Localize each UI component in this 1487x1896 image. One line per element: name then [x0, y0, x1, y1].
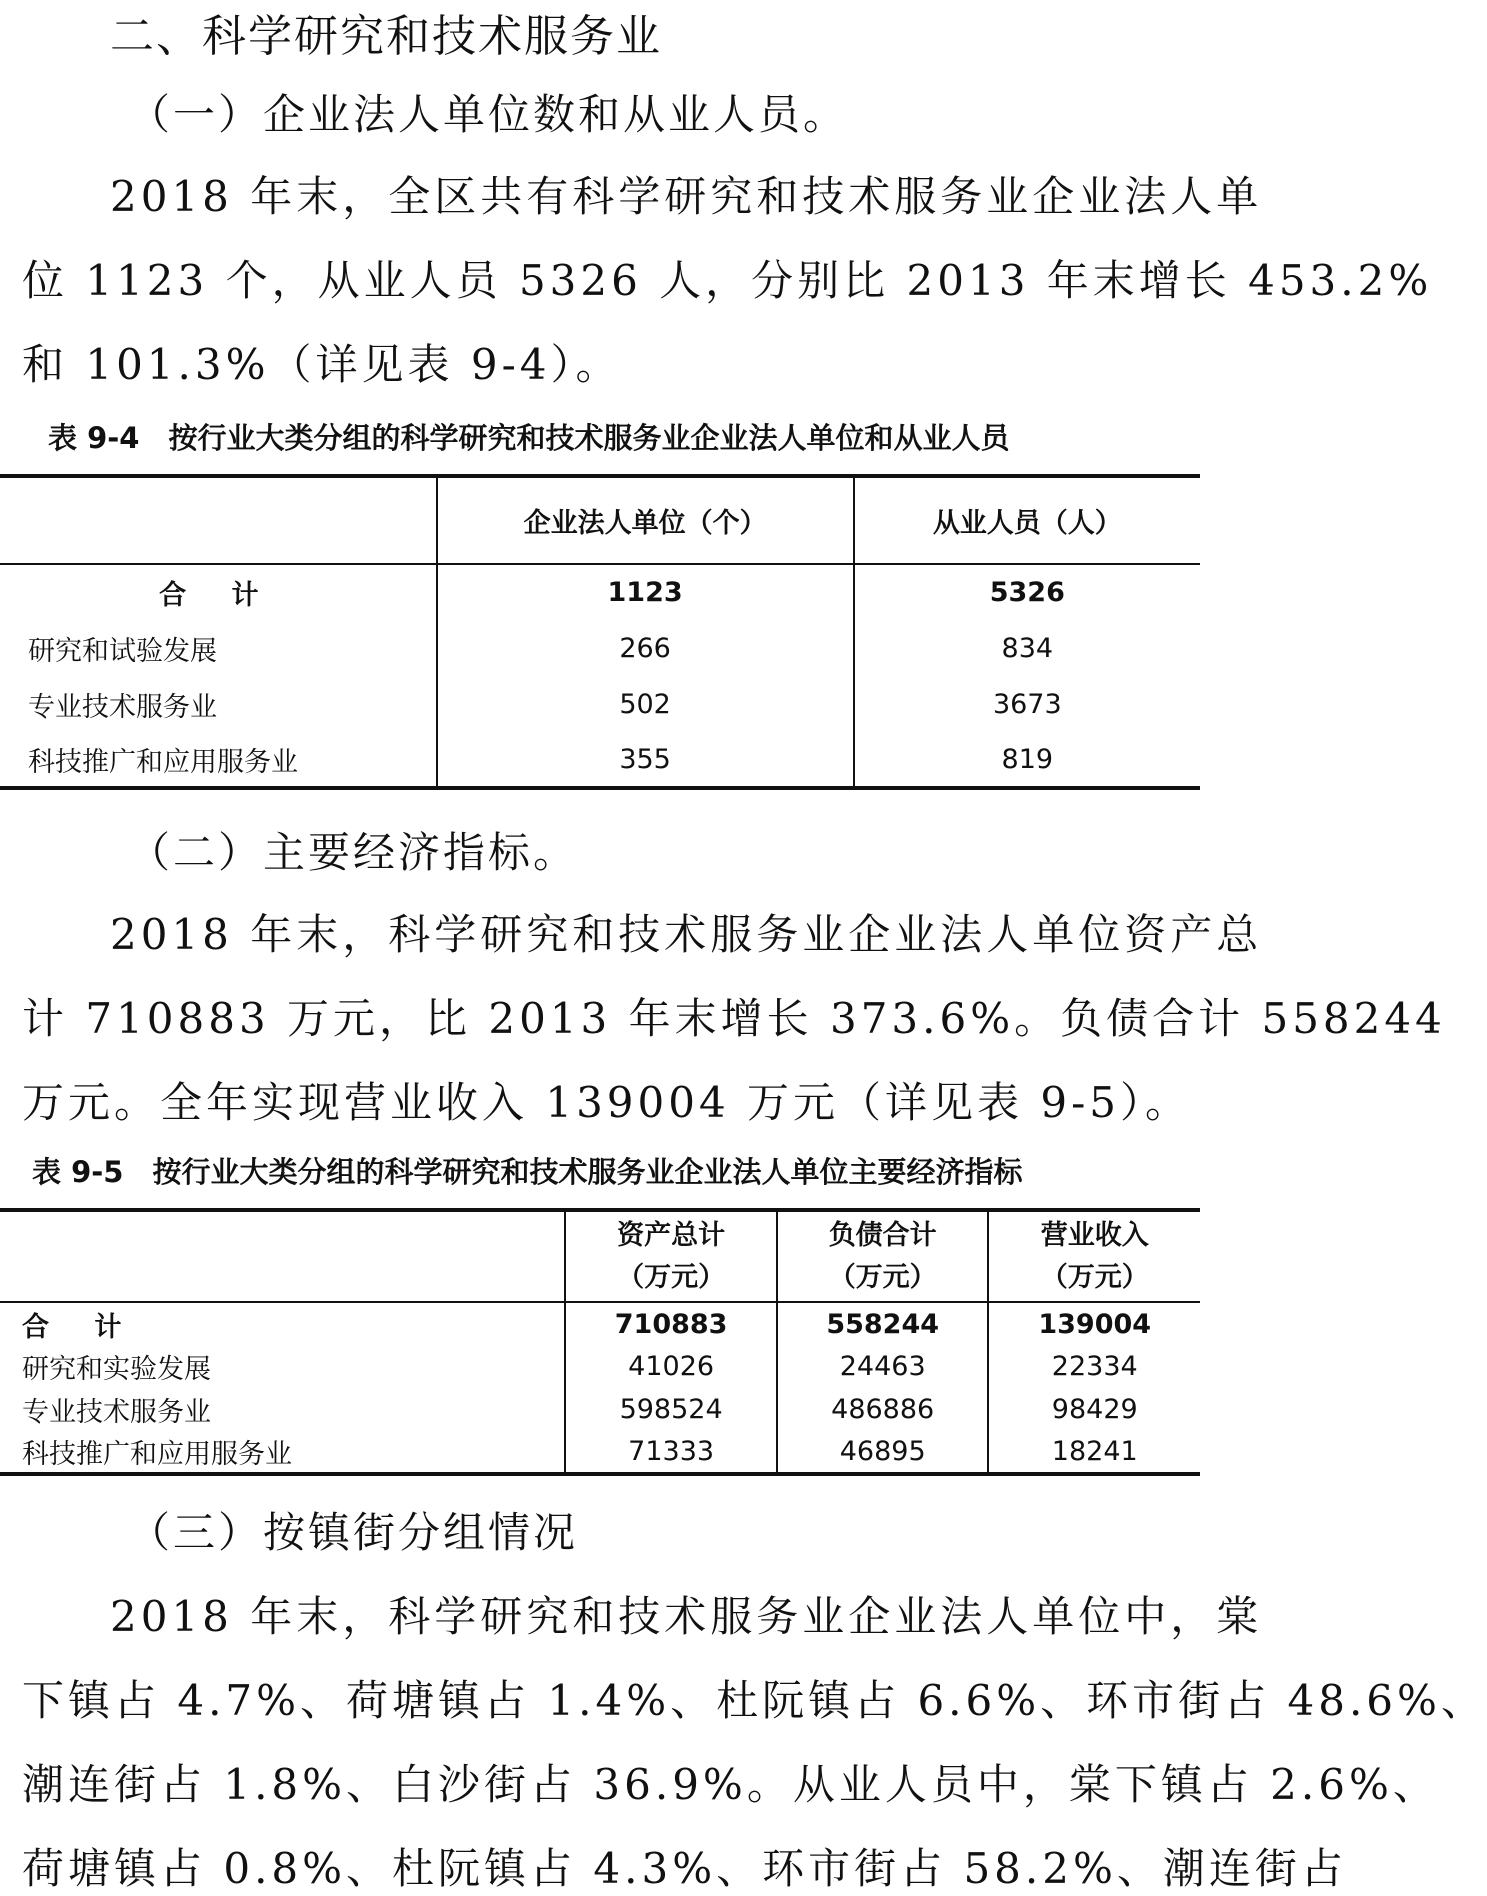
revenue-value: 18241 [988, 1431, 1200, 1474]
table2-header-revenue [988, 1210, 1200, 1302]
employees-value: 834 [854, 620, 1200, 676]
header-line: 负债合计 [828, 1219, 937, 1251]
row-label: 合 计 [159, 580, 277, 611]
row-label: 研究和试验发展 [28, 635, 217, 667]
row-label: 专业技术服务业 [28, 691, 217, 723]
table-row [0, 676, 1200, 732]
units-value: 1123 [437, 564, 854, 620]
part2-line-2: 计 710883 万元，比 2013 年末增长 373.6%。负债合计 558244 [22, 994, 1446, 1043]
part3-line-3: 潮连街占 1.8%、白沙街占 36.9%。从业人员中，棠下镇占 2.6%、 [22, 1760, 1439, 1809]
part2-line-1: 2018 年末，科学研究和技术服务业企业法人单位资产总 [110, 910, 1263, 959]
assets-value: 710883 [565, 1302, 777, 1345]
row-label: 研究和实验发展 [22, 1354, 211, 1385]
part3-heading: （三）按镇街分组情况 [128, 1508, 579, 1557]
table-9-4 [0, 474, 1200, 790]
table-row [0, 732, 1200, 788]
liabilities-value: 486886 [777, 1388, 989, 1431]
table1-header-row [0, 476, 1200, 564]
table2-header-row [0, 1210, 1200, 1302]
part3-line-4: 荷塘镇占 0.8%、杜阮镇占 4.3%、环市街占 58.2%、潮连街占 [22, 1844, 1347, 1893]
row-label: 专业技术服务业 [22, 1397, 211, 1428]
assets-value: 598524 [565, 1388, 777, 1431]
table1-total-row [0, 564, 1200, 620]
employees-value: 5326 [854, 564, 1200, 620]
header-unit: （万元） [1040, 1261, 1149, 1293]
part2-heading: （二）主要经济指标。 [128, 828, 579, 877]
part1-line-1: 2018 年末，全区共有科学研究和技术服务业企业法人单 [110, 172, 1263, 221]
part1-line-2: 位 1123 个，从业人员 5326 人，分别比 2013 年末增长 453.2% [22, 256, 1433, 305]
liabilities-value: 558244 [777, 1302, 989, 1345]
table-9-5 [0, 1208, 1200, 1476]
row-label: 科技推广和应用服务业 [22, 1439, 292, 1470]
part1-heading: （一）企业法人单位数和从业人员。 [128, 90, 849, 139]
table2-header-blank [0, 1210, 565, 1302]
table-row [0, 1345, 1200, 1388]
table1-title: 表 9-4 按行业大类分组的科学研究和技术服务业企业法人单位和从业人员 [48, 421, 1010, 455]
table2-title: 表 9-5 按行业大类分组的科学研究和技术服务业企业法人单位主要经济指标 [32, 1155, 1023, 1189]
employees-value: 819 [854, 732, 1200, 788]
revenue-value: 139004 [988, 1302, 1200, 1345]
liabilities-value: 24463 [777, 1345, 989, 1388]
header-line: 营业收入 [1040, 1219, 1149, 1251]
part1-line-3: 和 101.3%（详见表 9-4）。 [22, 340, 622, 389]
header-unit: （万元） [617, 1261, 726, 1293]
table2-total-row [0, 1302, 1200, 1345]
table-row [0, 1431, 1200, 1474]
revenue-value: 22334 [988, 1345, 1200, 1388]
table2-header-liabilities [777, 1210, 989, 1302]
assets-value: 71333 [565, 1431, 777, 1474]
table1-header-units: 企业法人单位（个） [437, 476, 854, 564]
units-value: 355 [437, 732, 854, 788]
units-value: 502 [437, 676, 854, 732]
employees-value: 3673 [854, 676, 1200, 732]
liabilities-value: 46895 [777, 1431, 989, 1474]
table1-header-blank [0, 476, 437, 564]
part2-line-3: 万元。全年实现营业收入 139004 万元（详见表 9-5）。 [22, 1078, 1192, 1127]
table-row [0, 620, 1200, 676]
table1-header-employees: 从业人员（人） [854, 476, 1200, 564]
row-label: 科技推广和应用服务业 [28, 746, 298, 778]
assets-value: 41026 [565, 1345, 777, 1388]
header-unit: （万元） [828, 1261, 937, 1293]
table-row [0, 1388, 1200, 1431]
revenue-value: 98429 [988, 1388, 1200, 1431]
table2-header-assets [565, 1210, 777, 1302]
part3-line-1: 2018 年末，科学研究和技术服务业企业法人单位中，棠 [110, 1592, 1263, 1641]
section-title: 二、科学研究和技术服务业 [110, 11, 662, 62]
header-line: 资产总计 [617, 1219, 726, 1251]
row-label: 合 计 [22, 1311, 140, 1343]
units-value: 266 [437, 620, 854, 676]
part3-line-2: 下镇占 4.7%、荷塘镇占 1.4%、杜阮镇占 6.6%、环市街占 48.6%、 [22, 1676, 1487, 1725]
